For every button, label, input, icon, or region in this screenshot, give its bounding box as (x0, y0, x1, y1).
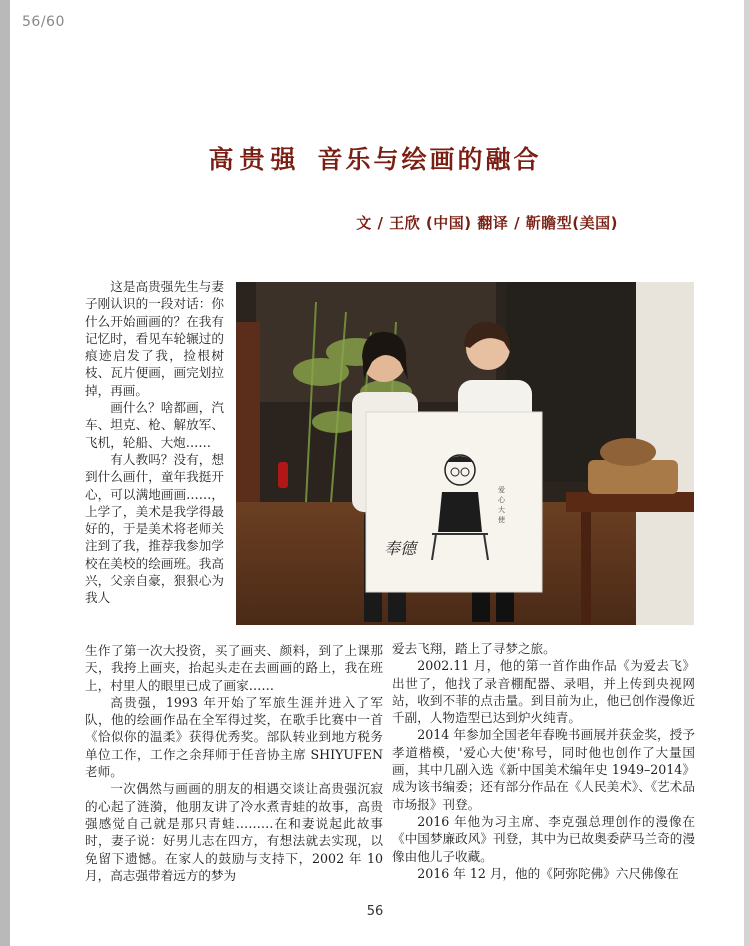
drawing-caption-3: 大 (498, 506, 505, 514)
drawing-caption-2: 心 (498, 496, 505, 504)
page-number: 56 (366, 904, 384, 919)
left-narrow-column (85, 278, 224, 607)
paragraph: 2002.11 月，他的第一首作曲作品《为爱去飞》出世了，他找了录音棚配器、录唱，并上传到央视网站，收到不菲的点击量。到目前为止，他已创作漫像近千副，人物造型已达到炉火纯青。 (392, 658, 695, 726)
drawing-caption-1: 爱 (498, 486, 505, 494)
photo-illustration (236, 282, 694, 625)
left-full-column (85, 642, 383, 884)
byline: 文 / 王欣 (中国) 翻译 / 靳瞻型(美国) (356, 214, 618, 232)
paragraph: 画什么？啥都画，汽车、坦克、枪、解放军、飞机，轮船、大炮…… (85, 400, 224, 450)
paragraph: 这是高贵强先生与妻子刚认识的一段对话：你什么开始画画的？在我有记忆时，看见车轮辗过的痕迹启发了我，捡根树枝、瓦片便画，画完划拉掉，再画。 (85, 279, 224, 398)
right-column (392, 640, 695, 882)
page-counter: 56/60 (22, 14, 65, 30)
paragraph: 2016 年他为习主席、李克强总理创作的漫像在《中国梦廉政风》刊登，其中为已故奥委萨马兰奇的漫像由他儿子收藏。 (392, 813, 695, 864)
paragraph: 一次偶然与画画的朋友的相遇交谈让高贵强沉寂的心起了涟漪，他朋友讲了冷水煮青蛙的故事，高贵强感觉自己就是那只青蛙………在和妻说起此故事时，妻子说：好男儿志在四方，有想法就去实现，以免留下遗憾。在家人的鼓励与支持下，2002 年 10 月，高志强带着远方的梦为 (85, 781, 383, 883)
drawing-caption-4: 使 (498, 516, 505, 524)
article-photo (236, 282, 694, 625)
paragraph: 2014 年参加全国老年春晚书画展并获金奖，授予孝道楷模，'爱心大使'称号，同时他也创作了大量国画，其中几副入选《新中国美术编年史 1949–2014》成为该书编委；还有部分作品在《人民美术》、《艺术品市场报》刊登。 (392, 727, 695, 812)
title-subtitle: 音乐与绘画的融合 (317, 145, 542, 174)
article-title (0, 140, 750, 176)
title-name: 高贵强 (208, 145, 302, 174)
paragraph: 2016 年 12 月，他的《阿弥陀佛》六尺佛像在 (417, 865, 679, 881)
paragraph: 生作了第一次大投资，买了画夹、颜料，到了上课那天，我挎上画夹，抬起头走在去画画的路上，我在班上，村里人的眼里已成了画家…… (85, 643, 383, 693)
paragraph: 高贵强，1993 年开始了军旅生涯并进入了军队，他的绘画作品在全军得过奖，在歌手比赛中一首《恰似你的温柔》获得优秀奖。部队转业到地方税务单位工作，工作之余拜师于任音协主席 SHIYUFEN 老师。 (85, 694, 383, 780)
paragraph: 有人教吗？没有，想到什么画什，童年我挺开心，可以满地画画……，上学了，美术是我学得最好的，于是美术将老师关注到了我，推荐我参加学校在美校的绘画班。我高兴，父亲自豪，狠狠心为我人 (85, 451, 224, 606)
paragraph: 爱去飞翔，踏上了寻梦之旅。 (392, 641, 556, 656)
drawing-signature: 奉德 (384, 539, 417, 558)
